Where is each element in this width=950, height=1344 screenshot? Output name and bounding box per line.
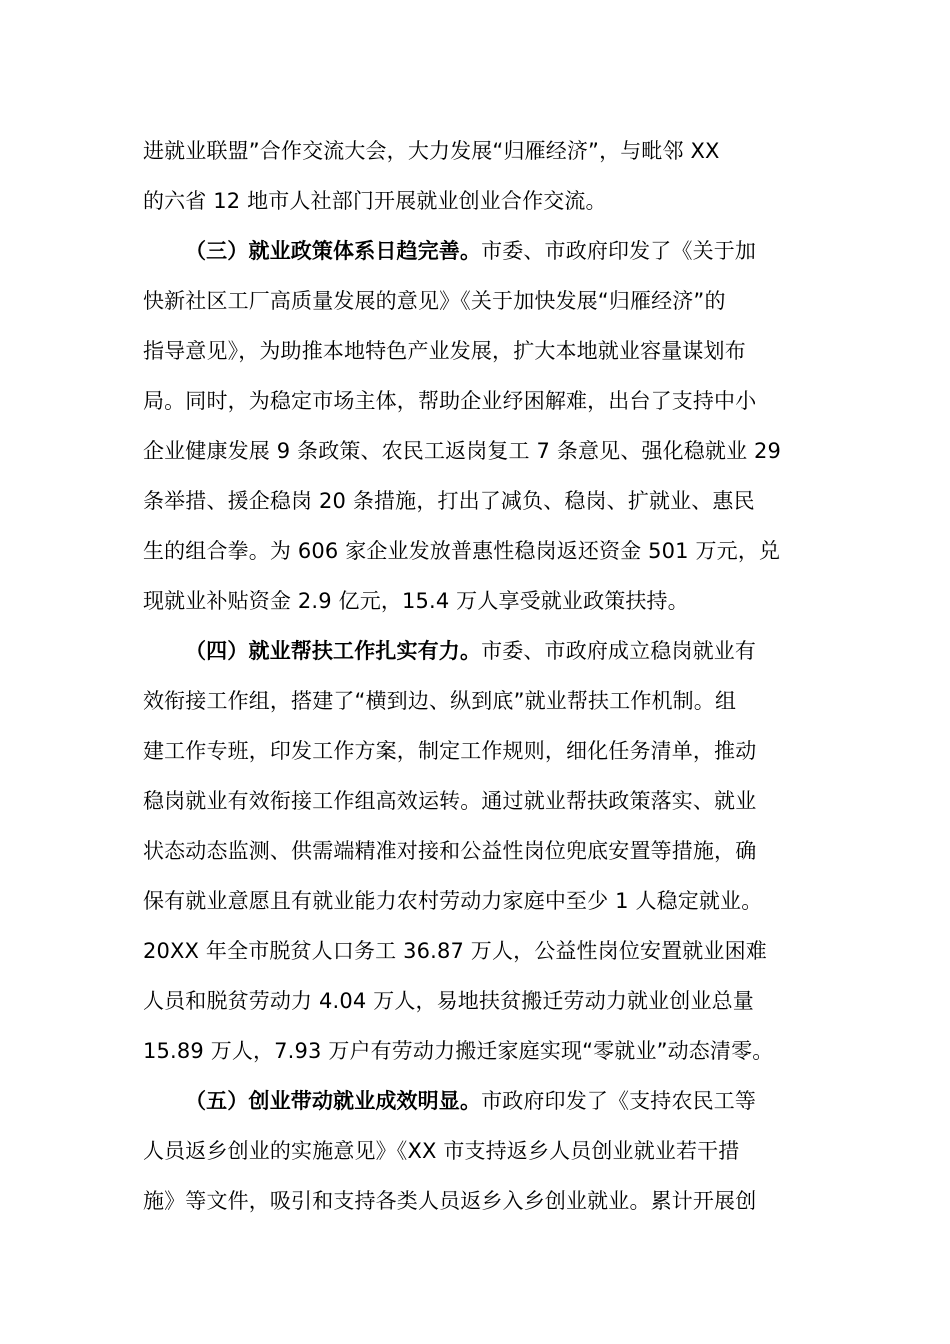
paragraph-section-4 <box>143 626 843 1076</box>
text-span: 市政府印发了《支持农民工等 <box>481 1089 757 1113</box>
section-heading: （五）创业带动就业成效明显。 <box>185 1089 482 1113</box>
text-line: 快新社区工厂高质量发展的意见》《关于加快发展“归雁经济”的 <box>143 289 726 313</box>
text-line <box>143 226 843 276</box>
paragraph-section-5 <box>143 1076 843 1226</box>
text-line: 人员和脱贫劳动力 4.04 万人，易地扶贫搬迁劳动力就业创业总量 <box>143 989 754 1013</box>
text-line: 现就业补贴资金 2.9 亿元，15.4 万人享受就业政策扶持。 <box>143 589 689 613</box>
text-line: 条举措、援企稳岗 20 条措施，打出了减负、稳岗、扩就业、惠民 <box>143 489 755 513</box>
text-line <box>143 626 843 676</box>
text-line: 局。同时，为稳定市场主体，帮助企业纾困解难，出台了支持中小 <box>143 389 757 413</box>
text-line: 施》等文件，吸引和支持各类人员返乡入乡创业就业。累计开展创 <box>143 1189 757 1213</box>
text-span: 市委、市政府印发了《关于加 <box>481 239 757 263</box>
text-line: 15.89 万人，7.93 万户有劳动力搬迁家庭实现“零就业”动态清零。 <box>143 1039 774 1063</box>
text-line: 效衔接工作组，搭建了“横到边、纵到底”就业帮扶工作机制。组 <box>143 689 737 713</box>
text-line: 指导意见》，为助推本地特色产业发展，扩大本地就业容量谋划布 <box>143 339 746 363</box>
text-span: 市委、市政府成立稳岗就业有 <box>481 639 757 663</box>
text-line: 人员返乡创业的实施意见》《XX 市支持返乡人员创业就业若干措 <box>143 1139 740 1163</box>
text-line: 状态动态监测、供需端精准对接和公益性岗位兜底安置等措施，确 <box>143 839 757 863</box>
document-body <box>143 126 843 1226</box>
text-line: 企业健康发展 9 条政策、农民工返岗复工 7 条意见、强化稳就业 29 <box>143 439 782 463</box>
section-heading: （四）就业帮扶工作扎实有力。 <box>185 639 482 663</box>
text-line: 的六省 12 地市人社部门开展就业创业合作交流。 <box>143 189 607 213</box>
paragraph-section-3 <box>143 226 843 626</box>
text-line: 保有就业意愿且有就业能力农村劳动力家庭中至少 1 人稳定就业。 <box>143 889 763 913</box>
section-heading: （三）就业政策体系日趋完善。 <box>185 239 482 263</box>
text-line: 生的组合拳。为 606 家企业发放普惠性稳岗返还资金 501 万元，兑 <box>143 539 781 563</box>
paragraph-intro-continuation <box>143 126 843 226</box>
text-line: 20XX 年全市脱贫人口务工 36.87 万人，公益性岗位安置就业困难 <box>143 939 767 963</box>
text-line: 稳岗就业有效衔接工作组高效运转。通过就业帮扶政策落实、就业 <box>143 789 757 813</box>
text-line: 进就业联盟”合作交流大会，大力发展“归雁经济”，与毗邻 XX <box>143 139 720 163</box>
text-line: 建工作专班，印发工作方案，制定工作规则，细化任务清单，推动 <box>143 739 757 763</box>
text-line <box>143 1076 843 1126</box>
